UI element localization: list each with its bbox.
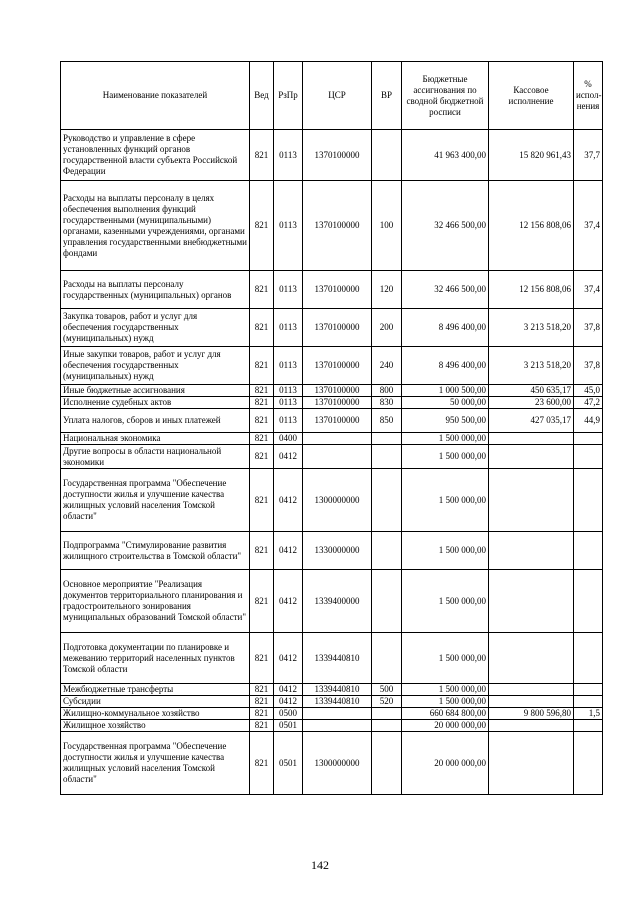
row-rzpr: 0412 bbox=[274, 445, 303, 469]
row-vr: 240 bbox=[372, 347, 402, 385]
row-vr bbox=[372, 469, 402, 532]
header-csr: ЦСР bbox=[303, 62, 372, 130]
row-rzpr: 0400 bbox=[274, 433, 303, 445]
row-pct: 1,5 bbox=[574, 708, 603, 720]
row-rzpr: 0412 bbox=[274, 633, 303, 684]
row-pct: 37,7 bbox=[574, 130, 603, 181]
table-row bbox=[61, 445, 603, 469]
row-rzpr: 0412 bbox=[274, 532, 303, 570]
row-name: Государственная программа "Обеспечение доступности жилья и улучшение качества жилищных условий населения Томской области" bbox=[61, 732, 250, 795]
row-rzpr: 0501 bbox=[274, 720, 303, 732]
row-ved: 821 bbox=[250, 720, 274, 732]
row-vr bbox=[372, 732, 402, 795]
row-ved: 821 bbox=[250, 397, 274, 409]
row-budget: 1 500 000,00 bbox=[402, 469, 489, 532]
row-rzpr: 0113 bbox=[274, 181, 303, 271]
row-budget: 1 500 000,00 bbox=[402, 445, 489, 469]
row-ved: 821 bbox=[250, 469, 274, 532]
row-csr: 1339440810 bbox=[303, 633, 372, 684]
table-row bbox=[61, 532, 603, 570]
row-cash bbox=[489, 433, 574, 445]
row-pct bbox=[574, 433, 603, 445]
row-pct bbox=[574, 720, 603, 732]
row-csr: 1339440810 bbox=[303, 684, 372, 696]
row-csr: 1370100000 bbox=[303, 397, 372, 409]
row-ved: 821 bbox=[250, 385, 274, 397]
row-cash bbox=[489, 633, 574, 684]
row-name: Иные закупки товаров, работ и услуг для обеспечения государственных (муниципальных) нужд bbox=[61, 347, 250, 385]
row-name: Жилищно-коммунальное хозяйство bbox=[61, 708, 250, 720]
row-rzpr: 0113 bbox=[274, 130, 303, 181]
row-ved: 821 bbox=[250, 309, 274, 347]
table-row bbox=[61, 708, 603, 720]
row-csr: 1370100000 bbox=[303, 130, 372, 181]
row-ved: 821 bbox=[250, 433, 274, 445]
table-row bbox=[61, 732, 603, 795]
row-pct bbox=[574, 732, 603, 795]
row-pct: 37,8 bbox=[574, 309, 603, 347]
table-row bbox=[61, 684, 603, 696]
table-row bbox=[61, 633, 603, 684]
table-row bbox=[61, 720, 603, 732]
row-rzpr: 0113 bbox=[274, 409, 303, 433]
row-pct: 45,0 bbox=[574, 385, 603, 397]
row-vr: 850 bbox=[372, 409, 402, 433]
row-rzpr: 0500 bbox=[274, 708, 303, 720]
row-cash: 427 035,17 bbox=[489, 409, 574, 433]
row-budget: 20 000 000,00 bbox=[402, 732, 489, 795]
row-csr: 1300000000 bbox=[303, 732, 372, 795]
row-name: Закупка товаров, работ и услуг для обеспечения государственных (муниципальных) нужд bbox=[61, 309, 250, 347]
row-budget: 1 500 000,00 bbox=[402, 696, 489, 708]
table-row bbox=[61, 181, 603, 271]
row-pct bbox=[574, 633, 603, 684]
table-row bbox=[61, 309, 603, 347]
row-ved: 821 bbox=[250, 409, 274, 433]
row-pct bbox=[574, 469, 603, 532]
table-header-row bbox=[61, 62, 603, 130]
row-vr: 800 bbox=[372, 385, 402, 397]
row-ved: 821 bbox=[250, 570, 274, 633]
row-rzpr: 0113 bbox=[274, 271, 303, 309]
table-row bbox=[61, 469, 603, 532]
row-vr: 200 bbox=[372, 309, 402, 347]
table-row bbox=[61, 385, 603, 397]
row-cash: 23 600,00 bbox=[489, 397, 574, 409]
row-csr: 1370100000 bbox=[303, 385, 372, 397]
row-pct: 47,2 bbox=[574, 397, 603, 409]
row-csr bbox=[303, 708, 372, 720]
row-name: Расходы на выплаты персоналу в целях обеспечения выполнения функций государственными (муниципальными) органами, казенными учреждениями, органами управления государственными внебюджетными фондами bbox=[61, 181, 250, 271]
header-budget: Бюджетные ассигнования по сводной бюджетной росписи bbox=[402, 62, 489, 130]
row-cash bbox=[489, 532, 574, 570]
row-ved: 821 bbox=[250, 684, 274, 696]
row-budget: 32 466 500,00 bbox=[402, 181, 489, 271]
row-pct: 37,8 bbox=[574, 347, 603, 385]
row-budget: 1 500 000,00 bbox=[402, 633, 489, 684]
row-budget: 1 000 500,00 bbox=[402, 385, 489, 397]
row-rzpr: 0412 bbox=[274, 696, 303, 708]
row-cash: 450 635,17 bbox=[489, 385, 574, 397]
row-csr bbox=[303, 433, 372, 445]
row-cash: 3 213 518,20 bbox=[489, 309, 574, 347]
row-csr: 1300000000 bbox=[303, 469, 372, 532]
row-cash: 3 213 518,20 bbox=[489, 347, 574, 385]
table-row bbox=[61, 570, 603, 633]
row-pct: 37,4 bbox=[574, 271, 603, 309]
row-vr bbox=[372, 445, 402, 469]
row-csr: 1370100000 bbox=[303, 181, 372, 271]
row-name: Иные бюджетные ассигнования bbox=[61, 385, 250, 397]
row-cash: 15 820 961,43 bbox=[489, 130, 574, 181]
row-ved: 821 bbox=[250, 271, 274, 309]
row-budget: 1 500 000,00 bbox=[402, 532, 489, 570]
row-ved: 821 bbox=[250, 696, 274, 708]
row-vr bbox=[372, 708, 402, 720]
row-vr bbox=[372, 570, 402, 633]
row-vr: 100 bbox=[372, 181, 402, 271]
row-cash: 12 156 808,06 bbox=[489, 181, 574, 271]
table-row bbox=[61, 696, 603, 708]
row-csr: 1370100000 bbox=[303, 309, 372, 347]
table-body bbox=[61, 130, 603, 795]
row-ved: 821 bbox=[250, 708, 274, 720]
row-csr: 1339440810 bbox=[303, 696, 372, 708]
table-row bbox=[61, 130, 603, 181]
table-row bbox=[61, 271, 603, 309]
row-name: Расходы на выплаты персоналу государственных (муниципальных) органов bbox=[61, 271, 250, 309]
row-budget: 1 500 000,00 bbox=[402, 433, 489, 445]
row-rzpr: 0113 bbox=[274, 347, 303, 385]
row-cash: 12 156 808,06 bbox=[489, 271, 574, 309]
row-name: Подготовка документации по планировке и межеванию территорий населенных пунктов Томской области bbox=[61, 633, 250, 684]
row-budget: 1 500 000,00 bbox=[402, 684, 489, 696]
header-cash: Кассовое исполнение bbox=[489, 62, 574, 130]
row-budget: 41 963 400,00 bbox=[402, 130, 489, 181]
row-pct: 37,4 bbox=[574, 181, 603, 271]
row-name: Основное мероприятие "Реализация документов территориального планирования и градостроительного зонирования муниципальных образований Томской области" bbox=[61, 570, 250, 633]
row-pct bbox=[574, 445, 603, 469]
row-budget: 50 000,00 bbox=[402, 397, 489, 409]
row-pct bbox=[574, 684, 603, 696]
row-vr bbox=[372, 532, 402, 570]
row-budget: 8 496 400,00 bbox=[402, 309, 489, 347]
row-vr bbox=[372, 633, 402, 684]
row-name: Другие вопросы в области национальной экономики bbox=[61, 445, 250, 469]
row-ved: 821 bbox=[250, 732, 274, 795]
table-row bbox=[61, 433, 603, 445]
row-name: Уплата налогов, сборов и иных платежей bbox=[61, 409, 250, 433]
row-csr: 1370100000 bbox=[303, 409, 372, 433]
row-ved: 821 bbox=[250, 347, 274, 385]
row-csr bbox=[303, 445, 372, 469]
header-ved: Вед bbox=[250, 62, 274, 130]
header-rzpr: РзПр bbox=[274, 62, 303, 130]
row-pct: 44,9 bbox=[574, 409, 603, 433]
row-budget: 1 500 000,00 bbox=[402, 570, 489, 633]
row-name: Национальная экономика bbox=[61, 433, 250, 445]
row-vr: 120 bbox=[372, 271, 402, 309]
row-ved: 821 bbox=[250, 181, 274, 271]
row-rzpr: 0412 bbox=[274, 570, 303, 633]
row-pct bbox=[574, 570, 603, 633]
row-budget: 32 466 500,00 bbox=[402, 271, 489, 309]
row-name: Субсидии bbox=[61, 696, 250, 708]
row-ved: 821 bbox=[250, 445, 274, 469]
row-name: Жилищное хозяйство bbox=[61, 720, 250, 732]
row-vr bbox=[372, 433, 402, 445]
row-csr: 1330000000 bbox=[303, 532, 372, 570]
table-row bbox=[61, 409, 603, 433]
row-csr bbox=[303, 720, 372, 732]
row-budget: 8 496 400,00 bbox=[402, 347, 489, 385]
row-cash bbox=[489, 445, 574, 469]
table-row bbox=[61, 347, 603, 385]
header-pct: % испол-нения bbox=[574, 62, 603, 130]
row-name: Исполнение судебных актов bbox=[61, 397, 250, 409]
row-cash bbox=[489, 469, 574, 532]
row-vr bbox=[372, 720, 402, 732]
row-ved: 821 bbox=[250, 130, 274, 181]
row-cash bbox=[489, 696, 574, 708]
header-vr: ВР bbox=[372, 62, 402, 130]
row-budget: 20 000 000,00 bbox=[402, 720, 489, 732]
page-number: 142 bbox=[311, 858, 329, 872]
row-pct bbox=[574, 696, 603, 708]
row-rzpr: 0501 bbox=[274, 732, 303, 795]
row-cash bbox=[489, 570, 574, 633]
header-name: Наименование показателей bbox=[61, 62, 250, 130]
row-ved: 821 bbox=[250, 633, 274, 684]
row-name: Подпрограмма "Стимулирование развития жилищного строительства в Томской области" bbox=[61, 532, 250, 570]
row-pct bbox=[574, 532, 603, 570]
row-csr: 1370100000 bbox=[303, 271, 372, 309]
row-budget: 950 500,00 bbox=[402, 409, 489, 433]
budget-table bbox=[60, 61, 603, 795]
row-rzpr: 0113 bbox=[274, 397, 303, 409]
row-vr: 830 bbox=[372, 397, 402, 409]
row-rzpr: 0113 bbox=[274, 309, 303, 347]
row-cash bbox=[489, 732, 574, 795]
row-rzpr: 0412 bbox=[274, 684, 303, 696]
row-vr: 520 bbox=[372, 696, 402, 708]
row-cash: 9 800 596,80 bbox=[489, 708, 574, 720]
row-name: Руководство и управление в сфере установленных функций органов государственной власти субъекта Российской Федерации bbox=[61, 130, 250, 181]
row-csr: 1339400000 bbox=[303, 570, 372, 633]
row-name: Межбюджетные трансферты bbox=[61, 684, 250, 696]
row-name: Государственная программа "Обеспечение доступности жилья и улучшение качества жилищных условий населения Томской области" bbox=[61, 469, 250, 532]
row-csr: 1370100000 bbox=[303, 347, 372, 385]
row-vr: 500 bbox=[372, 684, 402, 696]
row-vr bbox=[372, 130, 402, 181]
row-budget: 660 684 800,00 bbox=[402, 708, 489, 720]
row-cash bbox=[489, 720, 574, 732]
table-row bbox=[61, 397, 603, 409]
row-cash bbox=[489, 684, 574, 696]
row-rzpr: 0113 bbox=[274, 385, 303, 397]
row-ved: 821 bbox=[250, 532, 274, 570]
row-rzpr: 0412 bbox=[274, 469, 303, 532]
